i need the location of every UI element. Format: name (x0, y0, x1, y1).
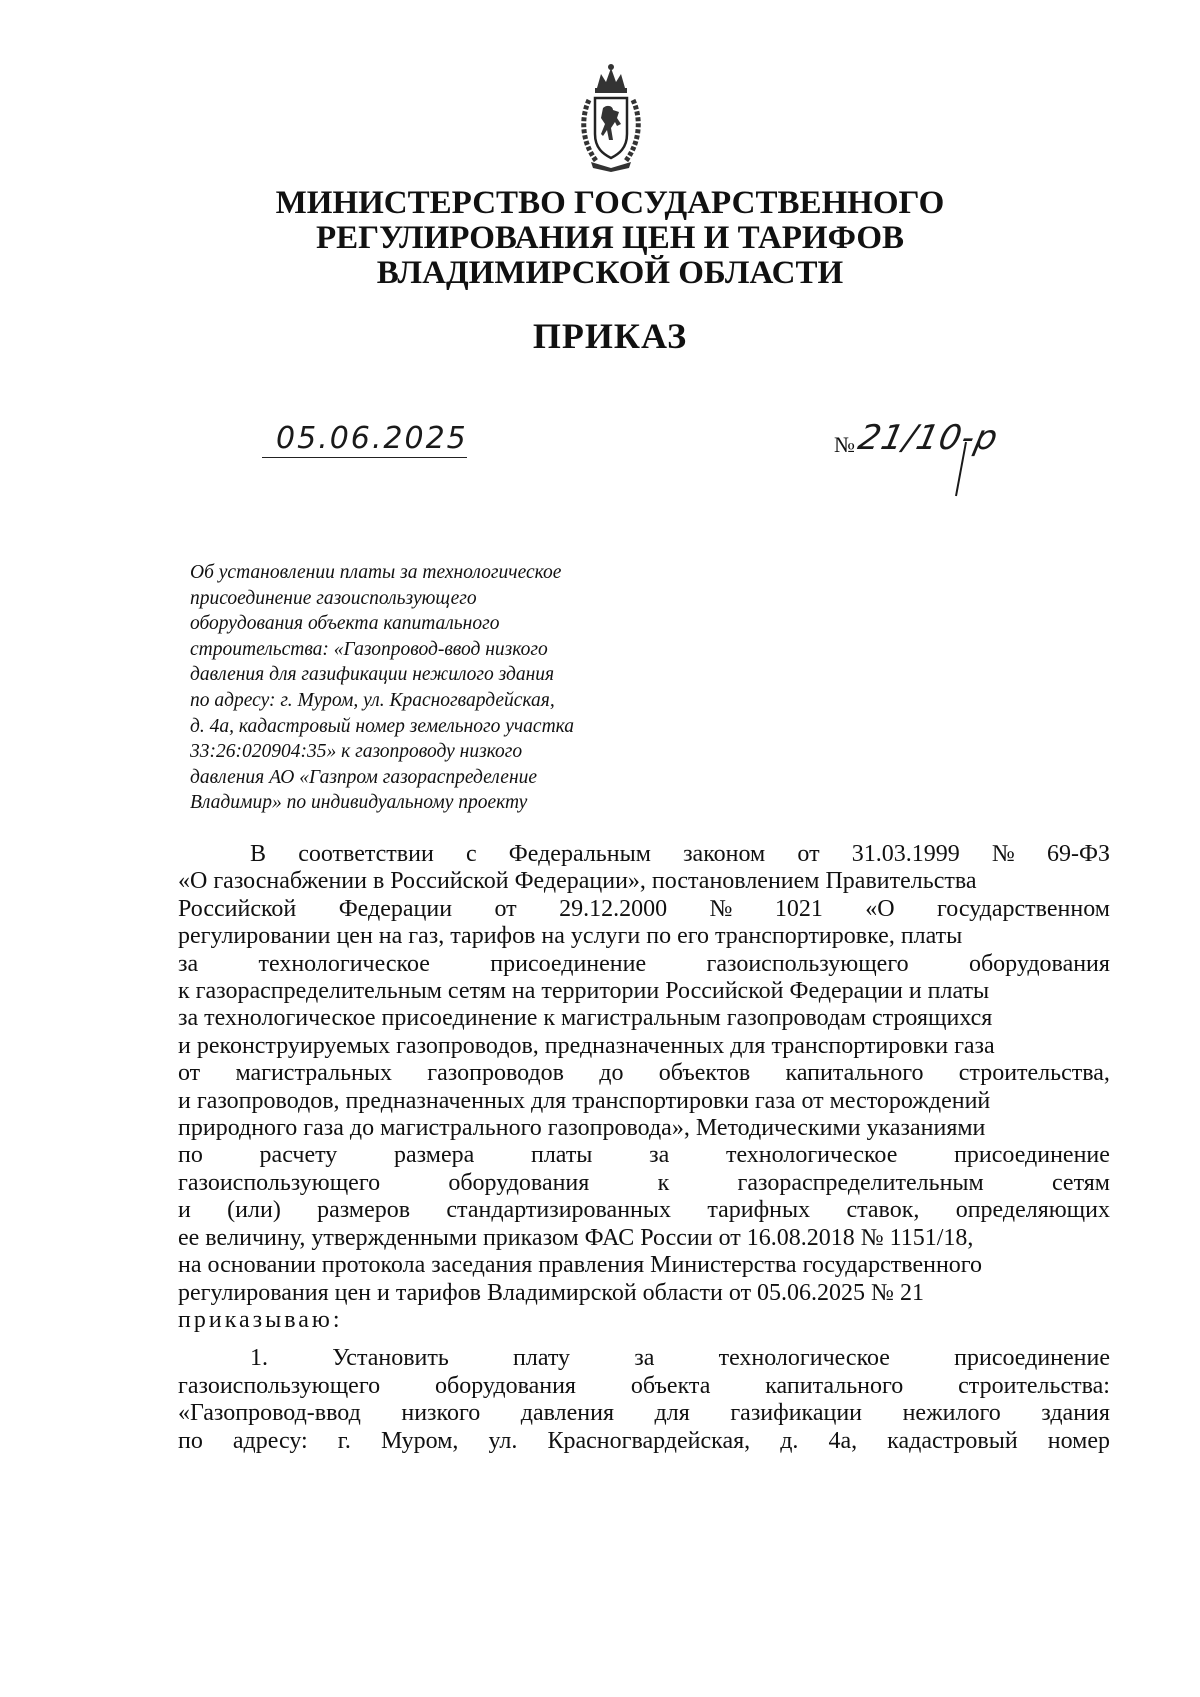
word: законом (683, 841, 766, 867)
handwriting-stroke-icon (952, 440, 992, 500)
word: к (657, 1169, 670, 1196)
word: д. (780, 1427, 799, 1454)
word: газоиспользующего (178, 1169, 381, 1196)
word: за (178, 950, 199, 977)
text-line (178, 1400, 1110, 1427)
text-segment: на основании протокола заседания правления Министерства государственного (178, 1252, 983, 1279)
word: соответствии (298, 841, 434, 867)
text-line (178, 1033, 1110, 1060)
subject-block (190, 560, 660, 816)
word: строительства, (958, 1060, 1110, 1087)
word: оборудования (434, 1372, 576, 1399)
word: газоиспользующего (178, 1372, 381, 1399)
number-sign: № (834, 432, 855, 457)
subject-line: Владимир» по индивидуальному проекту (190, 792, 528, 814)
text-segment: к газораспределительным сетям на территории Российской Федерации и платы (178, 978, 990, 1005)
word: за (634, 1345, 655, 1372)
word: «О (865, 895, 895, 922)
word: магистральных (235, 1060, 392, 1087)
word: (или) (227, 1197, 281, 1224)
word: ставок, (846, 1197, 920, 1224)
word: кадастровый (887, 1427, 1018, 1454)
word: оборудования (968, 950, 1110, 977)
word: размеров (317, 1197, 411, 1224)
word: Российской (178, 895, 297, 922)
word: 31.03.1999 (851, 841, 960, 867)
preamble-paragraph (178, 841, 1110, 1307)
word: 29.12.2000 (559, 895, 668, 922)
word: присоединение (954, 1345, 1110, 1372)
word: от (797, 841, 820, 867)
word: за (649, 1142, 670, 1169)
text-line (178, 1197, 1110, 1224)
text-line (178, 1225, 1110, 1252)
word: номер (1047, 1427, 1110, 1454)
word: размера (393, 1142, 475, 1169)
subject-line: д. 4а, кадастровый номер земельного участка (190, 715, 575, 737)
word: стандартизированных (446, 1197, 672, 1224)
word: от (178, 1060, 201, 1087)
text-line (178, 1252, 1110, 1279)
word: ул. (488, 1427, 518, 1454)
word: по (178, 1427, 203, 1454)
word: капитального (785, 1060, 924, 1087)
subject-line: давления для газификации нежилого здания (190, 664, 555, 686)
subject-line: строительства: «Газопровод-ввод низкого (190, 638, 548, 660)
word: нежилого (902, 1400, 1001, 1427)
text-line (178, 896, 1110, 923)
word: № (991, 841, 1015, 867)
word: объектов (658, 1060, 751, 1087)
text-segment: ее величину, утвержденными приказом ФАС России от 16.08.2018 № 1151/18, (178, 1224, 974, 1251)
text-line (178, 1345, 1110, 1372)
subject-line: Об установлении платы за технологическое (190, 562, 562, 583)
word: г. (337, 1427, 351, 1454)
word: с (465, 841, 477, 867)
word: присоединение (954, 1142, 1110, 1169)
word: определяющих (955, 1197, 1110, 1224)
word: адресу: (232, 1427, 308, 1454)
text-line (178, 1060, 1110, 1087)
word: расчету (259, 1142, 338, 1169)
word: газоиспользующего (706, 950, 909, 977)
text-line (178, 868, 1110, 895)
word: 1. (250, 1345, 268, 1372)
clause-1-paragraph (178, 1345, 1110, 1455)
text-line (178, 1280, 1110, 1307)
text-line (178, 1142, 1110, 1169)
word: платы (530, 1142, 593, 1169)
text-segment: регулировании цен на газ, тарифов на услуги по его транспортировке, платы (178, 923, 963, 950)
word: Установить (332, 1345, 449, 1372)
word: 1021 (774, 895, 823, 922)
word: государственном (937, 895, 1110, 922)
subject-line: оборудования объекта капитального (190, 613, 500, 635)
word: сетям (1051, 1169, 1110, 1196)
text-segment: природного газа до магистрального газопровода», Методическими указаниями (178, 1115, 986, 1142)
text-segment: и газопроводов, предназначенных для транспортировки газа от месторождений (178, 1087, 991, 1114)
text-line (178, 1005, 1110, 1032)
text-line (178, 1428, 1110, 1455)
ministry-line: МИНИСТЕРСТВО ГОСУДАРСТВЕННОГО (275, 185, 945, 221)
word: 69-ФЗ (1047, 841, 1110, 867)
handwritten-number: 21/10-р (854, 418, 1003, 458)
text-line (178, 1088, 1110, 1115)
word: тарифных (707, 1197, 811, 1224)
text-line (178, 978, 1110, 1005)
word: Муром, (380, 1427, 459, 1454)
word: В (250, 841, 267, 867)
word: объекта (630, 1372, 711, 1399)
word: по (178, 1142, 203, 1169)
subject-line: давления АО «Газпром газораспределение (190, 766, 538, 788)
word: от (494, 895, 517, 922)
body-text (178, 841, 1110, 1455)
text-segment: за технологическое присоединение к магистральным газопроводам строящихся (178, 1005, 993, 1032)
word: газификации (730, 1400, 863, 1427)
word: технологическое (258, 950, 430, 977)
text-segment: «О газоснабжении в Российской Федерации», постановлением Правительства (178, 868, 977, 895)
text-line (178, 1170, 1110, 1197)
text-line (178, 951, 1110, 978)
word: до (599, 1060, 624, 1087)
word: низкого (401, 1400, 481, 1427)
coat-of-arms-icon (575, 62, 647, 174)
word: давления (520, 1400, 614, 1427)
word: строительства: (958, 1372, 1110, 1399)
word: Федерации (338, 895, 453, 922)
word: здания (1041, 1400, 1110, 1427)
word: плату (513, 1345, 571, 1372)
text-segment: регулирования цен и тарифов Владимирской области от 05.06.2025 № 21 (178, 1279, 924, 1306)
word: Красногвардейская, (547, 1427, 751, 1454)
word: газораспределительным (737, 1169, 984, 1196)
word: технологическое (725, 1142, 898, 1169)
word: газопроводов (427, 1060, 564, 1087)
subject-line: присоединение газоиспользующего (190, 587, 477, 609)
subject-line: по адресу: г. Муром, ул. Красногвардейская, (190, 689, 555, 711)
word: оборудования (448, 1169, 590, 1196)
word: технологическое (718, 1345, 890, 1372)
word: Федеральным (508, 841, 651, 867)
text-segment: и реконструируемых газопроводов, предназначенных для транспортировки газа (178, 1032, 995, 1059)
text-line (178, 1373, 1110, 1400)
word: для (654, 1400, 690, 1427)
word: присоединение (490, 950, 647, 977)
order-word: приказываю: (178, 1306, 343, 1333)
subject-line: 33:26:020904:35» к газопроводу низкого (190, 741, 523, 763)
word: и (178, 1197, 191, 1224)
ministry-name (150, 186, 1070, 291)
word: 4а, (828, 1427, 858, 1454)
document-type: ПРИКАЗ (532, 316, 688, 356)
text-line (178, 841, 1110, 868)
word: № (709, 895, 733, 922)
handwritten-date: 05.06.2025 (262, 420, 467, 458)
text-line (178, 1115, 1110, 1142)
text-line (178, 923, 1110, 950)
ministry-line: ВЛАДИМИРСКОЙ ОБЛАСТИ (376, 255, 844, 291)
word: капитального (765, 1372, 904, 1399)
word: «Газопровод-ввод (178, 1400, 361, 1427)
ministry-line: РЕГУЛИРОВАНИЯ ЦЕН И ТАРИФОВ (315, 220, 905, 256)
